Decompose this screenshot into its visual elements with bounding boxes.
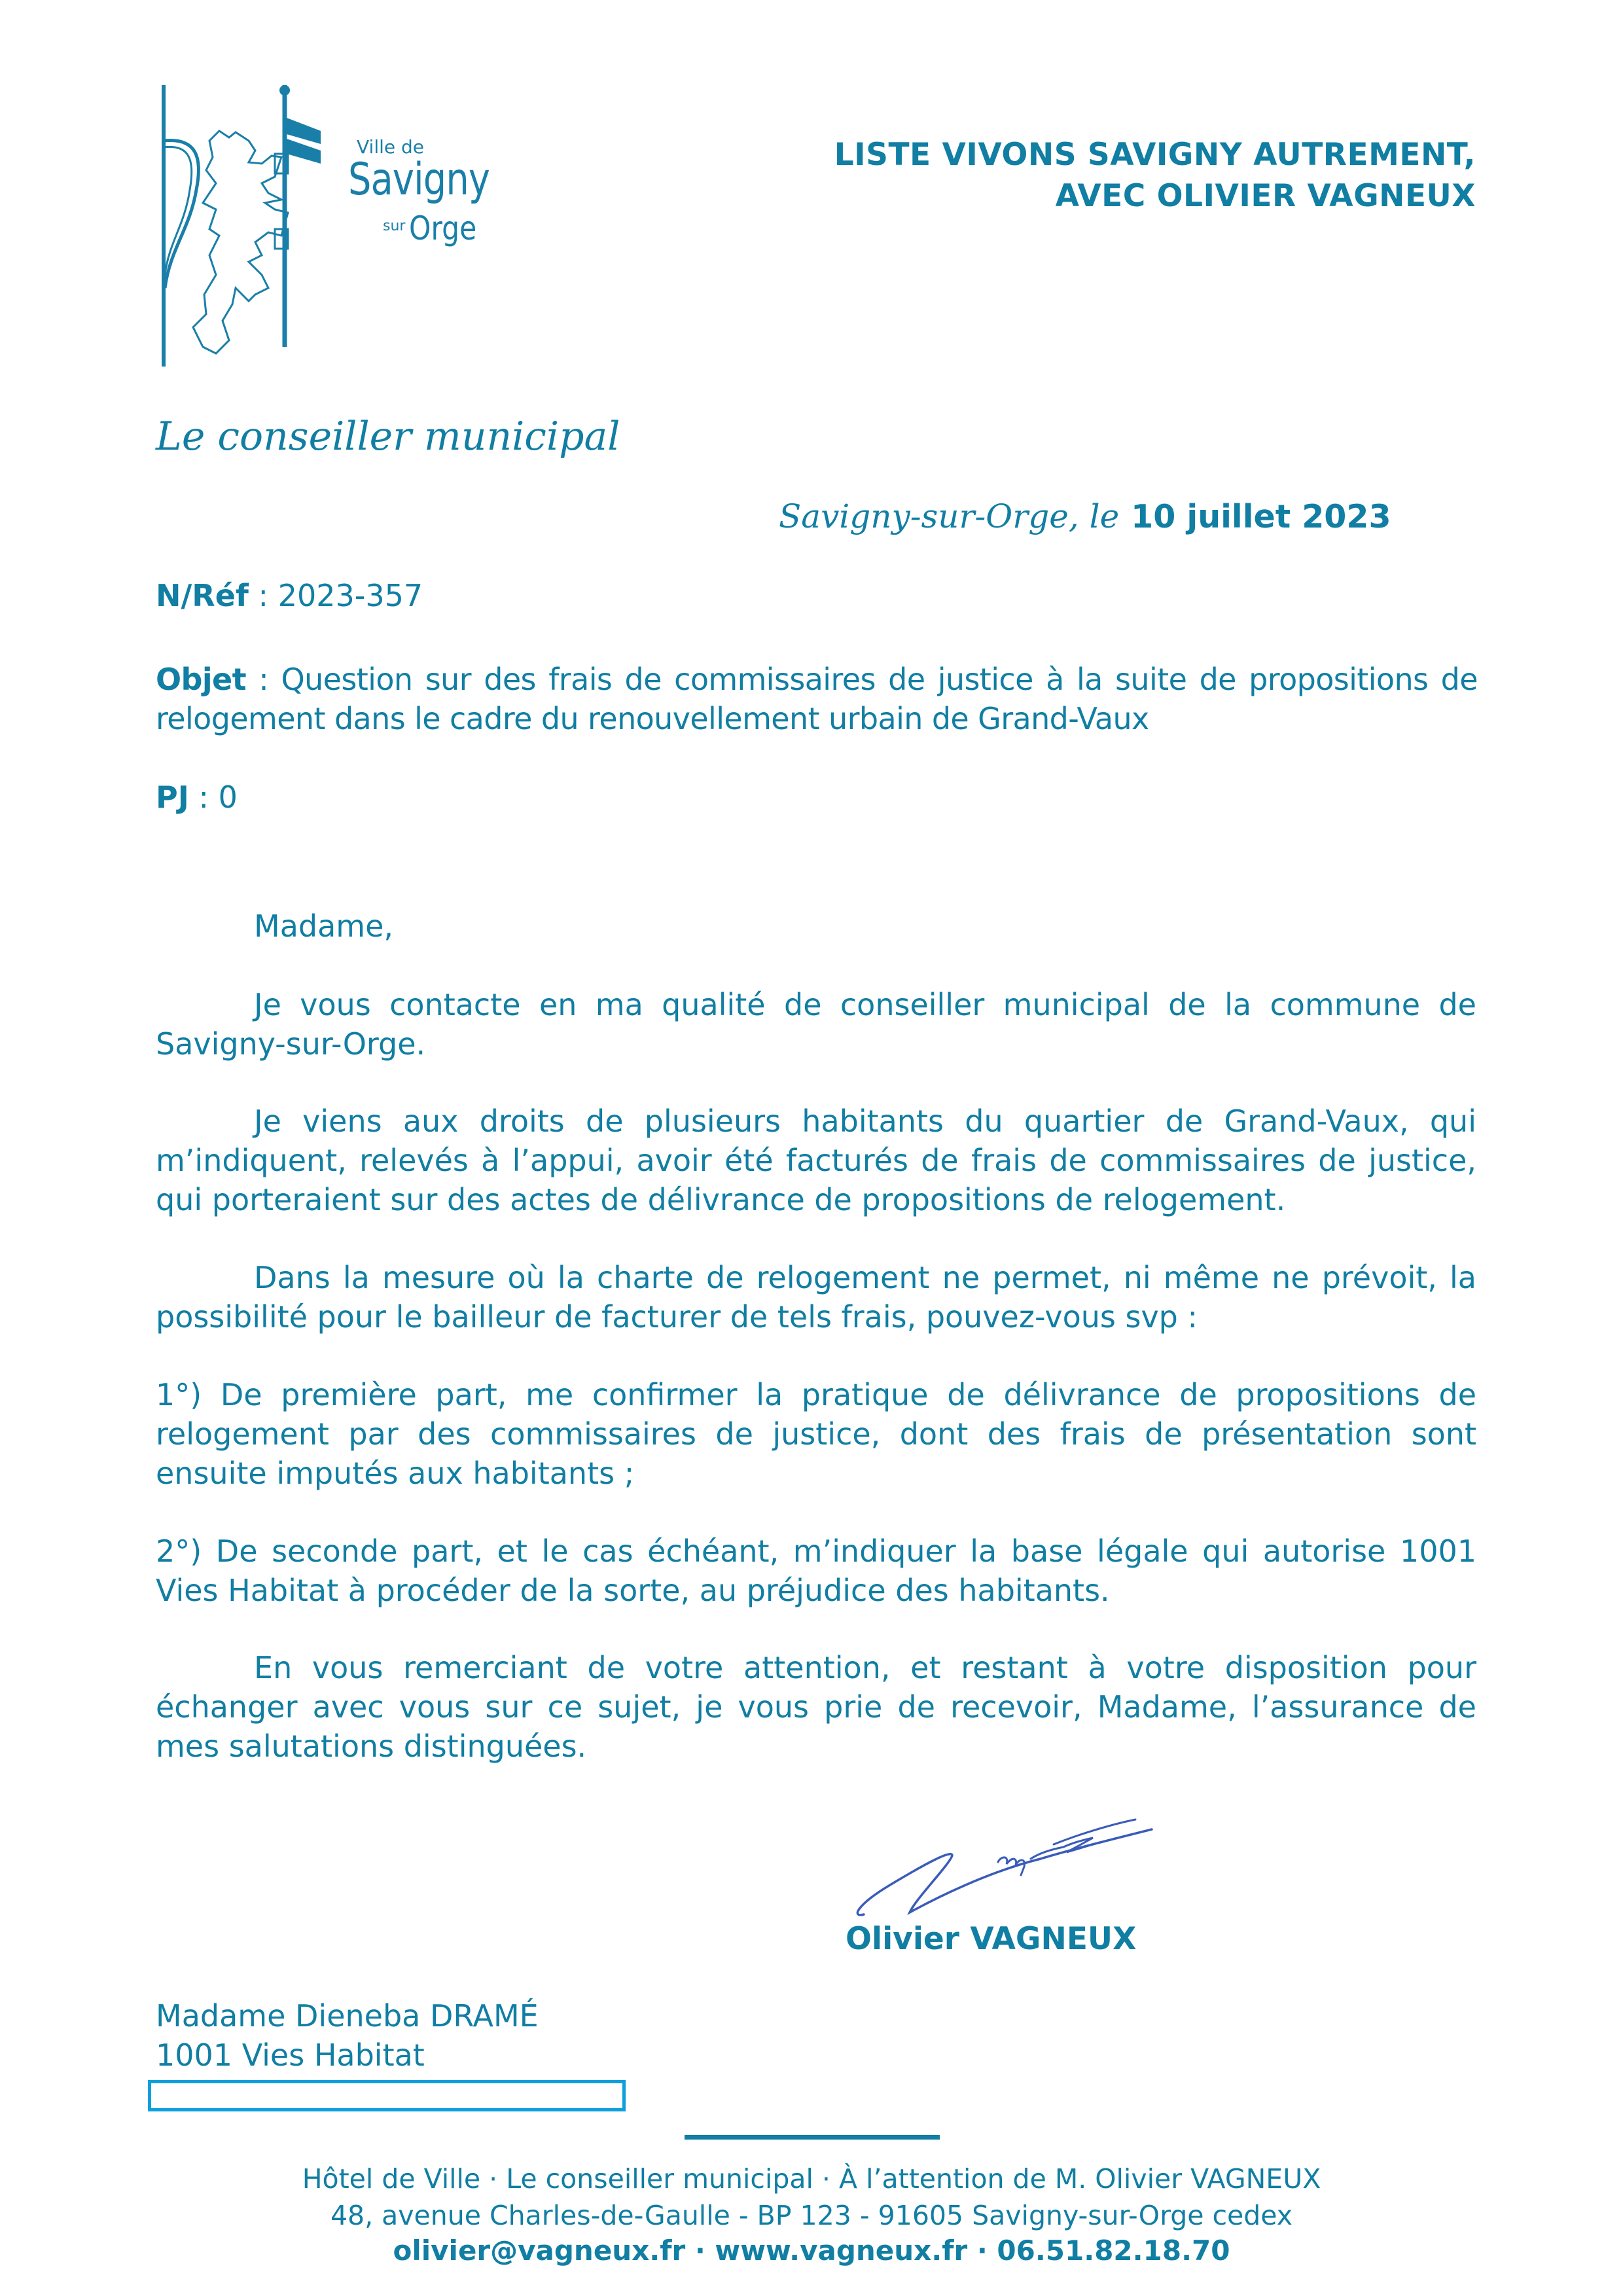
dateline-date: 10 juillet 2023 <box>1131 498 1391 535</box>
logo-sur: sur <box>383 218 406 234</box>
salutation: Madame, <box>254 908 393 944</box>
attachments-label: PJ <box>156 780 189 815</box>
subject-separator: : <box>246 662 281 697</box>
redacted-address-box <box>148 2080 626 2111</box>
letter-paragraph: Je viens aux droits de plusieurs habitants du quartier de Grand-Vaux, qui m’indiquent, relevés à l’appui, avoir été facturés de frais de commissaires de justice, qui porteraient sur des actes de délivrance de propositions de relogement. <box>156 1103 1476 1217</box>
handwritten-signature-icon <box>838 1793 1178 1924</box>
logo-savigny: Savigny <box>348 154 490 206</box>
reference-separator: : <box>248 578 278 613</box>
letter-paragraph: 2°) De seconde part, et le cas échéant, m’indiquer la base légale qui autorise 1001 Vies Habitat à procéder de la sorte, au préjudice des habitants. <box>156 1534 1476 1608</box>
attachments-value: 0 <box>218 780 238 815</box>
signatory-name: Olivier VAGNEUX <box>846 1921 1137 1957</box>
footer-contact: olivier@vagneux.fr · www.vagneux.fr · 06.51.82.18.70 <box>393 2234 1230 2267</box>
attachments-separator: : <box>188 780 219 815</box>
recipient-organization: 1001 Vies Habitat <box>156 2037 425 2073</box>
recipient-name: Madame Dieneba DRAMÉ <box>156 1998 539 2034</box>
reference-value: 2023-357 <box>277 578 423 613</box>
reference-line <box>156 576 1478 615</box>
subject-label: Objet <box>156 662 246 697</box>
subject-value: Question sur des frais de commissaires de justice à la suite de propositions de relogement dans le cadre du renouvellement urbain de Grand-Vaux <box>156 662 1478 736</box>
letter-paragraph: En vous remerciant de votre attention, et restant à votre disposition pour échanger avec vous sur ce sujet, je vous prie de recevoir, Madame, l’assurance de mes salutations distinguées. <box>156 1650 1476 1764</box>
subject-line <box>156 660 1478 738</box>
city-logo <box>157 79 497 373</box>
sender-role: Le conseiller municipal <box>156 414 620 459</box>
party-list-title-line2: AVEC OLIVIER VAGNEUX <box>1055 178 1476 214</box>
logo-orge: Orge <box>409 209 477 247</box>
attachments-line <box>156 778 1478 817</box>
letter-paragraph: Dans la mesure où la charte de relogement ne permet, ni même ne prévoit, la possibilité pour le bailleur de facturer de tels frais, pouvez-vous svp : <box>156 1260 1476 1335</box>
party-list-title <box>834 134 1476 217</box>
footer-divider <box>685 2135 940 2140</box>
dateline <box>779 497 1391 535</box>
letter-paragraph: 1°) De première part, me confirmer la pratique de délivrance de propositions de relogement par des commissaires de justice, dont des frais de présentation sont ensuite imputés aux habitants ; <box>156 1377 1476 1491</box>
footer-contact-line <box>0 2233 1623 2269</box>
dateline-place: Savigny-sur-Orge, le <box>779 497 1120 535</box>
logo-ville-de: Ville de <box>357 136 425 158</box>
letter-paragraph: Je vous contacte en ma qualité de conseiller municipal de la commune de Savigny-sur-Orge. <box>156 987 1476 1062</box>
footer-address-line1: Hôtel de Ville · Le conseiller municipal · À l’attention de M. Olivier VAGNEUX <box>302 2163 1321 2195</box>
recipient-block <box>156 1996 539 2075</box>
reference-label: N/Réf <box>156 578 249 613</box>
party-list-title-line1: LISTE VIVONS SAVIGNY AUTREMENT, <box>834 137 1476 173</box>
footer-address-line2: 48, avenue Charles-de-Gaulle - BP 123 - 91605 Savigny-sur-Orge cedex <box>330 2200 1293 2231</box>
